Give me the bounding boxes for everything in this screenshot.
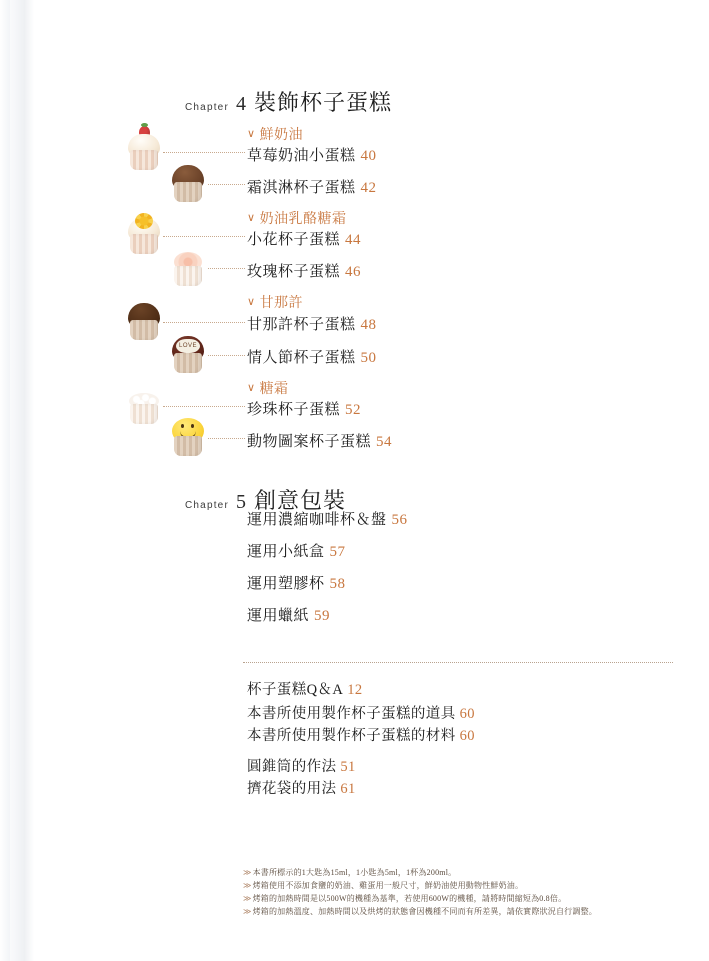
footnote-item: ≫烤箱使用不添加食鹽的奶油、雞蛋用一般尺寸，鮮奶油使用動物性鮮奶油。 — [243, 881, 524, 890]
leader-line — [208, 268, 245, 269]
leader-line — [208, 184, 245, 185]
leader-line — [163, 152, 245, 153]
back-matter-page: 61 — [340, 781, 356, 797]
back-matter-title: 圓錐筒的作法 — [247, 759, 337, 775]
toc-entry[interactable] — [247, 604, 330, 625]
toc-entry-title: 甘那許杯子蛋糕 — [247, 317, 356, 333]
chevron-down-icon: ∨ — [247, 295, 256, 308]
thumbnail-pearl-cupcake — [123, 380, 165, 426]
toc-entry-page: 48 — [360, 317, 377, 333]
back-matter-entry[interactable] — [247, 777, 356, 798]
chevron-down-icon: ∨ — [247, 127, 256, 140]
toc-entry[interactable] — [247, 540, 346, 561]
back-matter-entry[interactable] — [247, 755, 356, 776]
toc-entry[interactable] — [247, 228, 361, 249]
footnote-item: ≫烤箱的加熱時間是以500W的機種為基準，若使用600W的機種，請將時間縮短為0.8倍。 — [243, 894, 567, 903]
section-label-icing — [247, 378, 289, 398]
toc-entry-page: 50 — [360, 350, 377, 366]
toc-entry-page: 57 — [329, 544, 346, 560]
toc-entry-title: 霜淇淋杯子蛋糕 — [247, 180, 356, 196]
back-matter-title: 本書所使用製作杯子蛋糕的道具 — [247, 706, 456, 722]
leader-line — [208, 438, 245, 439]
toc-entry-page: 52 — [345, 402, 362, 418]
chevron-down-icon: ∨ — [247, 381, 256, 394]
thumbnail-softserve-cupcake — [167, 158, 209, 204]
toc-entry-page: 44 — [345, 232, 362, 248]
toc-entry-page: 46 — [345, 264, 362, 280]
chapter-4-label: Chapter — [185, 102, 229, 113]
section-name: 糖霜 — [259, 382, 289, 397]
toc-entry-title: 草莓奶油小蛋糕 — [247, 148, 356, 164]
toc-entry[interactable] — [247, 572, 346, 593]
toc-entry[interactable] — [247, 430, 392, 451]
toc-entry[interactable] — [247, 346, 377, 367]
toc-entry-page: 42 — [360, 180, 377, 196]
footnotes — [243, 866, 673, 918]
toc-entry[interactable] — [247, 508, 408, 529]
toc-entry-title: 運用濃縮咖啡杯＆盤 — [247, 512, 387, 528]
toc-entry[interactable] — [247, 260, 361, 281]
thumbnail-rose-cupcake — [167, 242, 209, 288]
toc-entry-title: 運用塑膠杯 — [247, 576, 325, 592]
back-matter-title: 本書所使用製作杯子蛋糕的材料 — [247, 728, 456, 744]
toc-entry-title: 珍珠杯子蛋糕 — [247, 402, 341, 418]
toc-entry-title: 運用蠟紙 — [247, 608, 310, 624]
back-matter-title: 杯子蛋糕Q＆A — [247, 682, 344, 698]
thumbnail-flower-cupcake — [123, 210, 165, 256]
back-matter-entry[interactable] — [247, 724, 475, 745]
section-name: 奶油乳酪糖霜 — [259, 212, 347, 227]
thumbnail-valentine-cupcake — [167, 329, 209, 375]
toc-entry[interactable] — [247, 176, 377, 197]
back-matter-page: 60 — [459, 728, 475, 744]
chapter-5-number: 5 — [235, 491, 246, 513]
back-matter-entry[interactable] — [247, 702, 475, 723]
section-label-fresh-cream — [247, 124, 303, 144]
section-label-ganache — [247, 292, 303, 312]
toc-entry-page: 58 — [329, 576, 346, 592]
chapter-5-title: 創意包裝 — [253, 488, 346, 513]
toc-entry[interactable] — [247, 313, 377, 334]
chapter-4-number: 4 — [235, 93, 246, 115]
back-matter-entry[interactable] — [247, 678, 363, 699]
toc-entry-page: 40 — [360, 148, 377, 164]
leader-line — [208, 355, 245, 356]
back-matter-page: 51 — [340, 759, 356, 775]
toc-entry-title: 情人節杯子蛋糕 — [247, 350, 356, 366]
toc-entry-page: 56 — [391, 512, 408, 528]
section-divider — [243, 662, 673, 663]
toc-entry-title: 運用小紙盒 — [247, 544, 325, 560]
chapter-4-heading — [185, 86, 392, 117]
back-matter-page: 12 — [347, 682, 363, 698]
section-label-cream-cheese-frosting — [247, 208, 347, 228]
chapter-5-label: Chapter — [185, 500, 229, 511]
toc-entry-title: 動物圖案杯子蛋糕 — [247, 434, 372, 450]
leader-line — [163, 406, 245, 407]
leader-line — [163, 236, 245, 237]
toc-entry-title: 小花杯子蛋糕 — [247, 232, 341, 248]
section-name: 甘那許 — [259, 296, 304, 311]
back-matter-title: 擠花袋的用法 — [247, 781, 337, 797]
toc-entry-page: 54 — [376, 434, 393, 450]
chevron-down-icon: ∨ — [247, 211, 256, 224]
thumbnail-strawberry-cupcake — [123, 126, 165, 172]
back-matter-page: 60 — [459, 706, 475, 722]
footnote-item: ≫烤箱的加熱溫度、加熱時間以及烘烤的狀態會因機種不同而有所差異，請依實際狀況自行調整。 — [243, 907, 597, 916]
toc-entry-page: 59 — [314, 608, 331, 624]
leader-line — [163, 322, 245, 323]
toc-entry[interactable] — [247, 144, 377, 165]
chapter-4-title: 裝飾杯子蛋糕 — [253, 90, 392, 115]
heart-decoration: LOVE — [176, 339, 200, 353]
toc-entry-title: 玫瑰杯子蛋糕 — [247, 264, 341, 280]
section-name: 鮮奶油 — [259, 128, 304, 143]
thumbnail-animal-face-cupcake — [167, 412, 209, 458]
toc-entry[interactable] — [247, 398, 361, 419]
thumbnail-ganache-cupcake — [123, 296, 165, 342]
footnote-item: ≫本書所標示的1大匙為15ml，1小匙為5ml，1杯為200ml。 — [243, 868, 457, 877]
